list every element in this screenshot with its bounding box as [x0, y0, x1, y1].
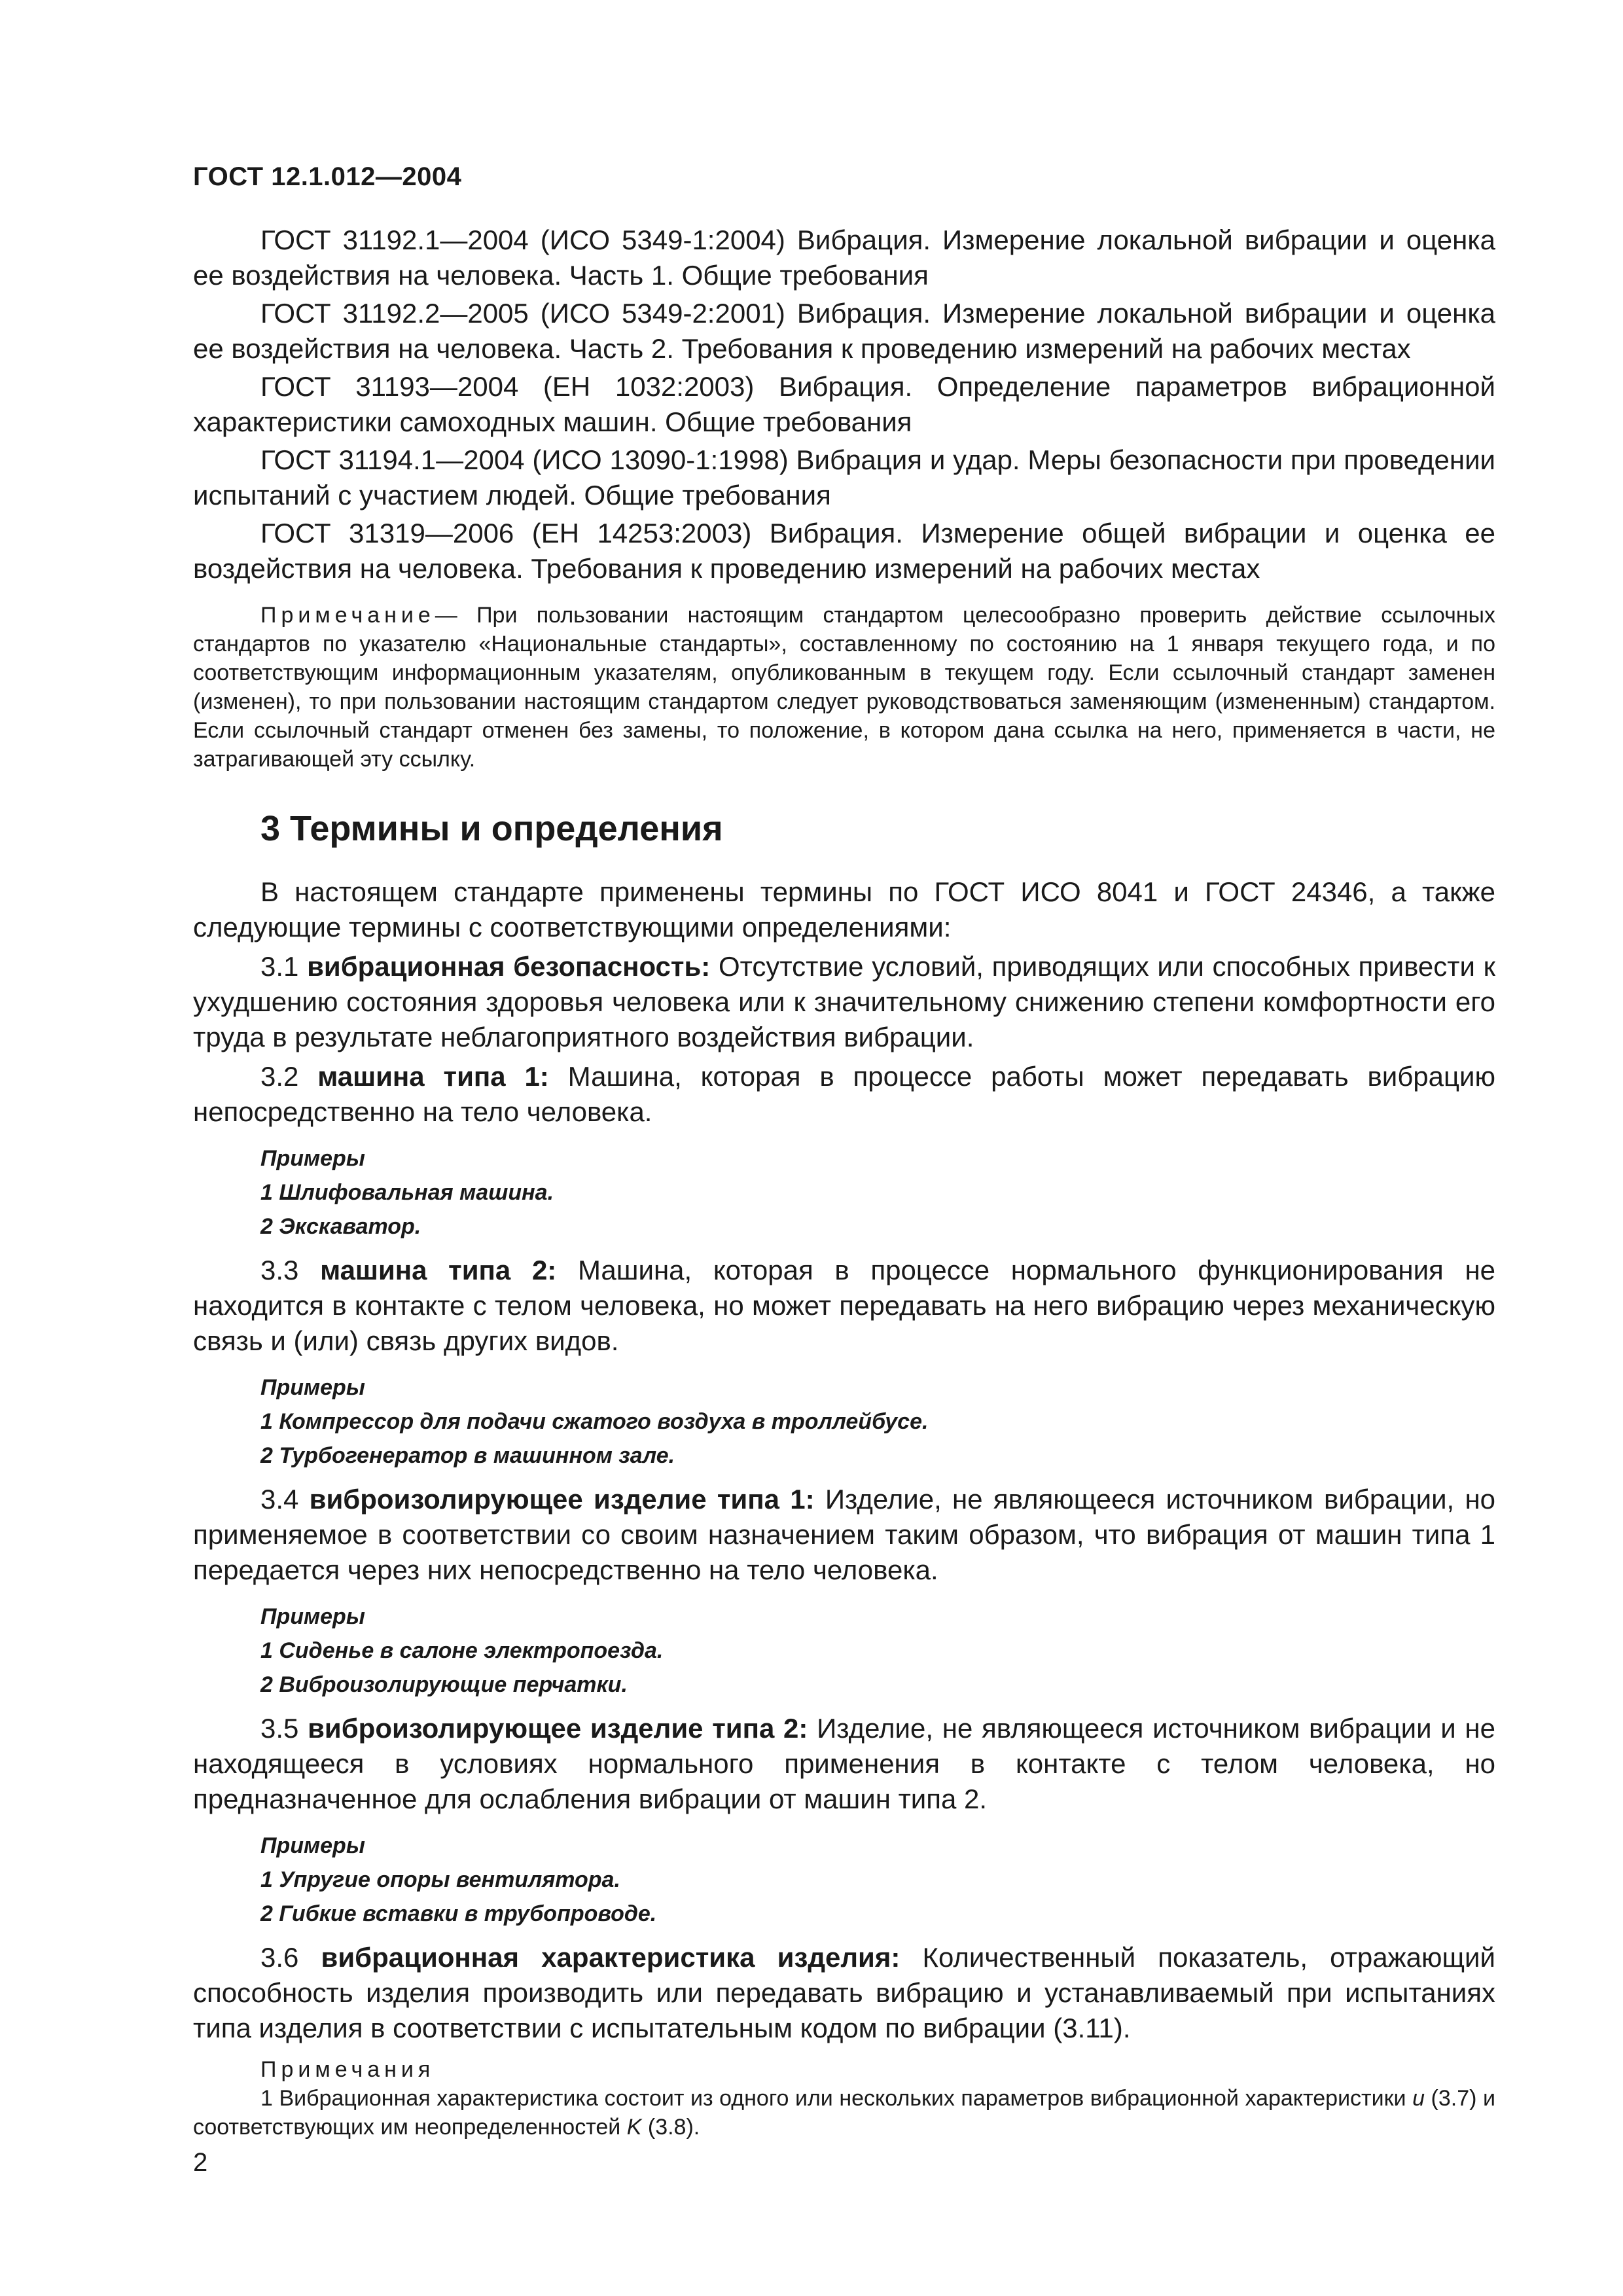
note-item	[193, 2084, 1495, 2142]
reference-item: ГОСТ 31194.1—2004 (ИСО 13090-1:1998) Вибрация и удар. Меры безопасности при проведении испытаний с участием людей. Общие требования	[193, 444, 1495, 511]
example-item: 2 Виброизолирующие перчатки.	[260, 1672, 628, 1697]
document-header: ГОСТ 12.1.012—2004	[193, 162, 462, 191]
term-name: машина типа 1:	[317, 1061, 549, 1092]
examples-block	[260, 1829, 1495, 1931]
page-number: 2	[193, 2148, 208, 2177]
example-item: 1 Упругие опоры вентилятора.	[260, 1867, 620, 1892]
term-text: Изделие, не являющееся источником вибрации и не находящееся в условиях нормального применения в контакте с телом человека, но предназначенное для ослабления вибрации от машин типа 2.	[193, 1713, 1495, 1814]
term-name: виброизолирующее изделие типа 2:	[308, 1713, 808, 1744]
term-text: Машина, которая в процессе работы может передавать вибрацию непосредственно на тело человека.	[193, 1061, 1496, 1127]
term-definition	[193, 949, 1495, 1055]
notes-block	[193, 2055, 1495, 2142]
examples-block	[260, 1371, 1495, 1473]
reference-item: ГОСТ 31193—2004 (ЕН 1032:2003) Вибрация. Определение параметров вибрационной характеристики самоходных машин. Общие требования	[193, 371, 1495, 437]
note-text: 1 Вибрационная характеристика состоит из одного или нескольких параметров вибрационной характеристики	[260, 2086, 1413, 2111]
term-definition	[193, 1711, 1495, 1817]
term-number: 3.2	[260, 1061, 299, 1092]
section-title: 3 Термины и определения	[260, 809, 723, 848]
term-text: Отсутствие условий, приводящих или способных привести к ухудшению состояния здоровья человека или к значительному снижению степени комфортности его труда в результате неблагоприятного воздействия вибрации.	[193, 951, 1496, 1052]
examples-label: Примеры	[260, 1375, 365, 1400]
term-name: машина типа 2:	[320, 1255, 557, 1285]
term-number: 3.5	[260, 1713, 299, 1744]
term-name: вибрационная безопасность:	[307, 951, 711, 982]
example-item: 1 Компрессор для подачи сжатого воздуха в троллейбусе.	[260, 1409, 929, 1434]
example-item: 2 Экскаватор.	[260, 1214, 421, 1239]
term-number: 3.4	[260, 1484, 299, 1515]
term-number: 3.3	[260, 1255, 299, 1285]
reference-note	[193, 601, 1495, 774]
term-name: виброизолирующее изделие типа 1:	[309, 1484, 815, 1515]
example-item: 1 Шлифовальная машина.	[260, 1180, 554, 1205]
reference-item: ГОСТ 31319—2006 (ЕН 14253:2003) Вибрация. Измерение общей вибрации и оценка ее воздействия на человека. Требования к проведению измерений на рабочих местах	[193, 518, 1495, 584]
term-text: Количественный показатель, отражающий способность изделия производить или передавать вибрацию и устанавливаемый при испытаниях типа изделия в соответствии с испытательным кодом по вибрации (3.11).	[193, 1942, 1495, 2043]
note-text: — При пользовании настоящим стандартом целесообразно проверить действие ссылочных стандартов по указателю «Национальные стандарты», составленному по состоянию на 1 января текущего года, и по соответствующим информационным указателям, опубликованным в текущем году. Если ссылочный стандарт заменен (изменен), то при пользовании настоящим стандартом следует руководствоваться заменяющим (измененным) стандартом. Если ссылочный стандарт отменен без замены, то положение, в котором дана ссылка на него, применяется в части, не затрагивающей эту ссылку.	[193, 603, 1495, 772]
term-definition	[193, 1482, 1495, 1588]
reference-item: ГОСТ 31192.2—2005 (ИСО 5349-2:2001) Вибрация. Измерение локальной вибрации и оценка ее воздействия на человека. Часть 2. Требования к проведению измерений на рабочих местах	[193, 298, 1495, 364]
term-name: вибрационная характеристика изделия:	[321, 1942, 901, 1973]
symbol-k: K	[626, 2115, 642, 2140]
section-intro: В настоящем стандарте применены термины по ГОСТ ИСО 8041 и ГОСТ 24346, а также следующие термины с соответствующими определениями:	[193, 876, 1495, 942]
examples-block	[260, 1600, 1495, 1702]
term-definition	[193, 1940, 1495, 2046]
term-text: Машина, которая в процессе нормального функционирования не находится в контакте с телом человека, но может передавать на него вибрацию через механическую связь и (или) связь других видов.	[193, 1255, 1495, 1356]
term-definition	[193, 1253, 1495, 1359]
note-text: (3.8).	[641, 2115, 700, 2140]
example-item: 1 Сиденье в салоне электропоезда.	[260, 1638, 664, 1663]
examples-label: Примеры	[260, 1604, 365, 1629]
notes-label: Примечания	[260, 2057, 435, 2082]
term-text: Изделие, не являющееся источником вибрации, но применяемое в соответствии со своим назначением таким образом, что вибрация от машин типа 1 передается через них непосредственно на тело человека.	[193, 1484, 1495, 1585]
symbol-u: u	[1412, 2086, 1425, 2111]
term-number: 3.6	[260, 1942, 299, 1973]
document-body	[193, 223, 1495, 2142]
reference-item: ГОСТ 31192.1—2004 (ИСО 5349-1:2004) Вибрация. Измерение локальной вибрации и оценка ее воздействия на человека. Часть 1. Общие требования	[193, 224, 1495, 291]
example-item: 2 Гибкие вставки в трубопроводе.	[260, 1901, 657, 1926]
term-definition	[193, 1059, 1495, 1130]
note-label: Примечание	[260, 603, 435, 628]
note-text: (3.7) и соответствующих им неопределенностей	[193, 2086, 1496, 2140]
examples-block	[260, 1141, 1495, 1244]
example-item: 2 Турбогенератор в машинном зале.	[260, 1443, 675, 1468]
examples-label: Примеры	[260, 1146, 365, 1171]
examples-label: Примеры	[260, 1833, 365, 1858]
term-number: 3.1	[260, 951, 299, 982]
